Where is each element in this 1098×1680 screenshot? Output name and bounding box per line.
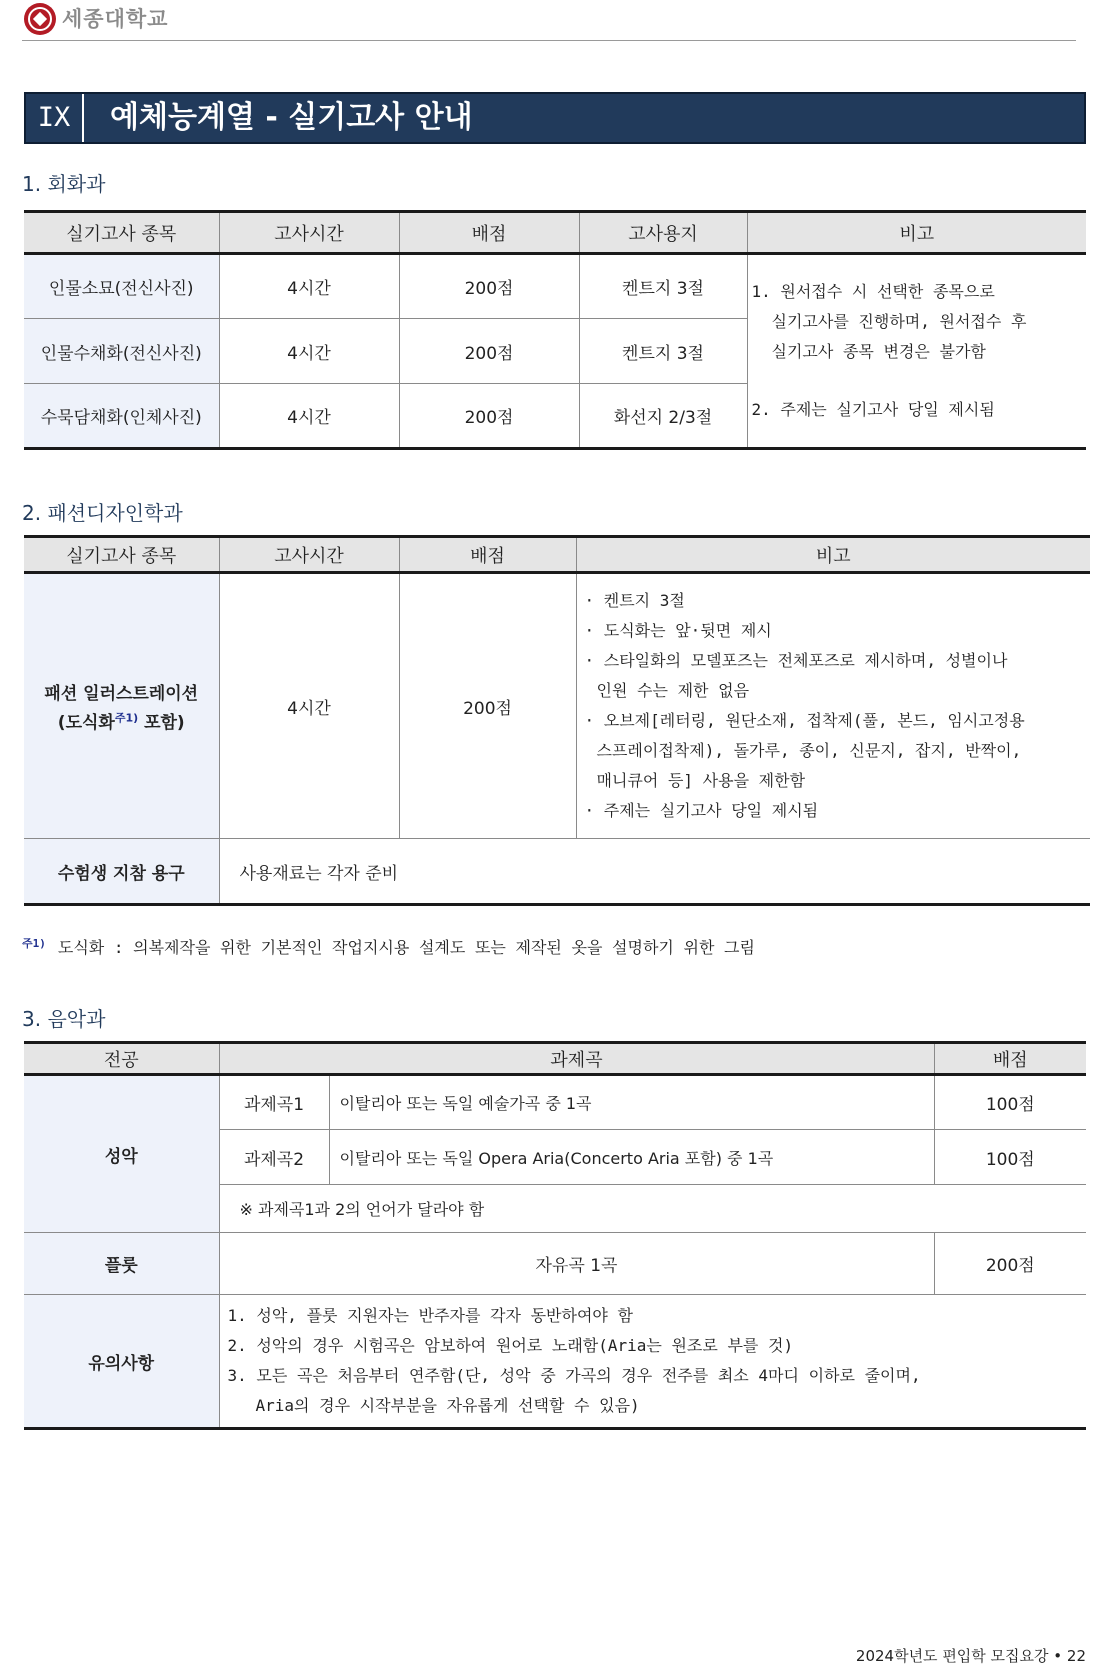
painting-table: [24, 210, 1086, 450]
exam-time: 4시간: [219, 254, 399, 319]
painting-notes: [747, 254, 1086, 449]
note-line: · 도식화는 앞·뒷면 제시: [584, 621, 772, 640]
note-line: · 켄트지 3절: [584, 591, 685, 610]
exam-time: 4시간: [219, 384, 399, 449]
footnote-text: 도식화 : 의복제작을 위한 기본적인 작업지시용 설계도 또는 제작된 옷을 설명하기 위한 그림: [57, 938, 755, 957]
column-header: 실기고사 종목: [24, 537, 219, 573]
flute-score: 200점: [934, 1233, 1086, 1295]
exam-item-line: [24, 708, 219, 733]
piece-label: 과제곡2: [219, 1130, 329, 1185]
section-banner: [24, 92, 1086, 144]
university-name: 세종대학교: [62, 7, 169, 31]
note-line: 2. 주제는 실기고사 당일 제시됨: [751, 400, 995, 419]
exam-item-suffix: 포함): [138, 713, 185, 733]
table-header-row: [24, 1043, 1086, 1075]
table-row: [24, 839, 1090, 905]
table-row: [24, 254, 1086, 319]
column-header: 비고: [576, 537, 1090, 573]
piece-score: 100점: [934, 1130, 1086, 1185]
exam-paper: 켄트지 3절: [579, 254, 747, 319]
table-row: [24, 1075, 1086, 1130]
exam-item: 인물소묘(전신사진): [24, 254, 219, 319]
note-line: 실기고사 종목 변경은 불가함: [771, 342, 986, 361]
column-header: 고사시간: [219, 537, 399, 573]
column-header: 고사시간: [219, 212, 399, 254]
note-line: 스프레이접착제), 돌가루, 종이, 신문지, 잡지, 반짝이,: [596, 741, 1022, 760]
column-header: 과제곡: [219, 1043, 934, 1075]
music-heading: 3. 음악과: [22, 1007, 106, 1031]
table-row: [24, 573, 1090, 839]
caution-line: Aria의 경우 시작부분을 자유롭게 선택할 수 있음): [255, 1396, 640, 1415]
exam-time: 4시간: [219, 573, 399, 839]
exam-time: 4시간: [219, 319, 399, 384]
language-note: ※ 과제곡1과 2의 언어가 달라야 함: [219, 1185, 1086, 1233]
note-line: 매니큐어 등] 사용을 제한함: [596, 771, 806, 790]
section-number: IX: [26, 94, 84, 142]
university-emblem-icon: [24, 3, 56, 35]
column-header: 배점: [399, 537, 576, 573]
caution-list: [219, 1295, 1086, 1429]
caution-line: 3. 모든 곡은 처음부터 연주함(단, 성악 중 가곡의 경우 전주를 최소 4마디 이하로 줄이며,: [227, 1366, 921, 1385]
column-header: 배점: [399, 212, 579, 254]
note-line: · 오브제[레터링, 원단소재, 접착제(풀, 본드, 임시고정용: [584, 711, 1025, 730]
piece-label: 과제곡1: [219, 1075, 329, 1130]
page-footer: 2024학년도 편입학 모집요강 • 22: [855, 1647, 1086, 1665]
major-flute: 플룻: [24, 1233, 219, 1295]
fashion-heading: 2. 패션디자인학과: [22, 501, 183, 525]
supplies-value: 사용재료는 각자 준비: [219, 839, 1090, 905]
column-header: 비고: [747, 212, 1086, 254]
document-header: [22, 0, 1076, 41]
exam-score: 200점: [399, 254, 579, 319]
exam-item-line: 패션 일러스트레이션: [44, 684, 199, 704]
piece-score: 100점: [934, 1075, 1086, 1130]
exam-score: 200점: [399, 573, 576, 839]
section-title: 예체능계열 - 실기고사 안내: [110, 100, 473, 135]
footnote-marker: 주1): [114, 711, 139, 725]
caution-line: 2. 성악의 경우 시험곡은 암보하여 원어로 노래함(Aria는 원조로 부를 것): [227, 1336, 794, 1355]
note-line: · 스타일화의 모델포즈는 전체포즈로 제시하며, 성별이나: [584, 651, 1008, 670]
exam-score: 200점: [399, 319, 579, 384]
table-row: [24, 1233, 1086, 1295]
supplies-label: 수험생 지참 용구: [24, 839, 219, 905]
fashion-notes: [576, 573, 1090, 839]
flute-piece: 자유곡 1곡: [219, 1233, 934, 1295]
note-line: · 주제는 실기고사 당일 제시됨: [584, 801, 819, 820]
note-line: 1. 원서접수 시 선택한 종목으로: [751, 282, 995, 301]
music-table: [24, 1041, 1086, 1430]
note-line: 인원 수는 제한 없음: [596, 681, 750, 700]
painting-heading: 1. 회화과: [22, 172, 106, 196]
column-header: 고사용지: [579, 212, 747, 254]
piece-description: 이탈리아 또는 독일 Opera Aria(Concerto Aria 포함) 중 1곡: [329, 1130, 934, 1185]
footnote: [22, 935, 755, 958]
major-vocal: 성악: [24, 1075, 219, 1233]
column-header: 실기고사 종목: [24, 212, 219, 254]
column-header: 배점: [934, 1043, 1086, 1075]
exam-item: 인물수채화(전신사진): [24, 319, 219, 384]
caution-label: 유의사항: [24, 1295, 219, 1429]
table-header-row: [24, 537, 1090, 573]
exam-paper: 화선지 2/3절: [579, 384, 747, 449]
exam-item: [24, 573, 219, 839]
fashion-table: [24, 535, 1090, 906]
footnote-marker: 주1): [22, 937, 46, 950]
exam-score: 200점: [399, 384, 579, 449]
exam-item: 수묵담채화(인체사진): [24, 384, 219, 449]
table-row: [24, 1295, 1086, 1429]
note-line: 실기고사를 진행하며, 원서접수 후: [771, 312, 1027, 331]
table-header-row: [24, 212, 1086, 254]
caution-line: 1. 성악, 플룻 지원자는 반주자를 각자 동반하여야 함: [227, 1306, 633, 1325]
piece-description: 이탈리아 또는 독일 예술가곡 중 1곡: [329, 1075, 934, 1130]
column-header: 전공: [24, 1043, 219, 1075]
exam-paper: 켄트지 3절: [579, 319, 747, 384]
exam-item-prefix: (도식화: [57, 713, 115, 733]
